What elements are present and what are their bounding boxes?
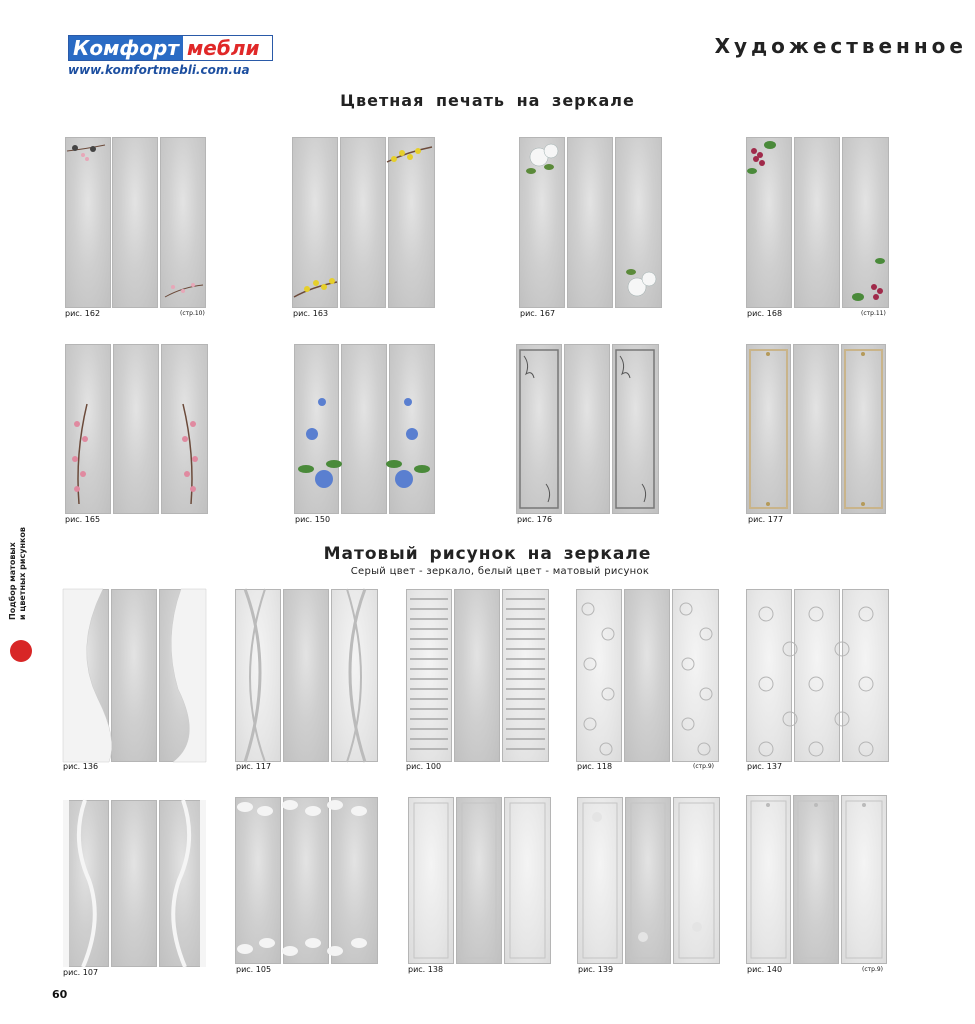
figure-panel-107[interactable] [63, 800, 206, 967]
figure-panel-165[interactable] [65, 344, 208, 514]
door-right [388, 137, 435, 308]
door-left [63, 589, 109, 762]
door-middle [113, 344, 159, 514]
figure-label: рис. 176 [517, 515, 553, 524]
sidebar-caption-line2: и цветных рисунков [18, 527, 27, 620]
page-reference[interactable]: (стр.11) [861, 310, 886, 317]
section-title-color-print: Цветная печать на зеркале [340, 91, 635, 110]
figure-label: рис. 163 [293, 309, 329, 318]
door-middle [340, 137, 386, 308]
figure-panel-118[interactable] [576, 589, 719, 762]
figure-panel-140[interactable] [746, 795, 887, 964]
page-reference[interactable]: (стр.9) [862, 966, 884, 973]
figure-label: рис. 162 [65, 309, 101, 318]
door-right [841, 344, 886, 514]
door-left [746, 795, 791, 964]
door-left [65, 137, 111, 308]
door-right [842, 137, 889, 308]
figure-label: рис. 105 [236, 965, 272, 974]
page-reference[interactable]: (стр.9) [693, 763, 715, 770]
door-left [294, 344, 339, 514]
figure-panel-117[interactable] [235, 589, 378, 762]
logo-left-text: Комфорт [69, 36, 183, 60]
figure-label: рис. 139 [578, 965, 614, 974]
figure-panel-139[interactable] [577, 797, 720, 964]
door-middle [112, 137, 158, 308]
door-middle [111, 800, 157, 967]
figure-label: рис. 165 [65, 515, 101, 524]
figure-panel-176[interactable] [516, 344, 659, 514]
door-left [406, 589, 452, 762]
door-left [516, 344, 562, 514]
door-right [673, 797, 720, 964]
sidebar-red-dot-icon [10, 640, 32, 662]
brand-logo[interactable] [68, 35, 273, 77]
door-right [159, 800, 206, 967]
door-middle [793, 344, 839, 514]
door-middle [564, 344, 610, 514]
door-right [612, 344, 659, 514]
door-middle [625, 797, 671, 964]
door-left [576, 589, 622, 762]
door-middle [283, 589, 329, 762]
figure-label: рис. 100 [406, 762, 442, 771]
figure-label: рис. 118 [577, 762, 613, 771]
figure-panel-136[interactable] [63, 589, 206, 762]
door-right [159, 589, 206, 762]
figure-panel-138[interactable] [408, 797, 551, 964]
figure-label: рис. 177 [748, 515, 784, 524]
figure-panel-100[interactable] [406, 589, 549, 762]
page-number: 60 [52, 988, 68, 1001]
page-header-title: Художественное [714, 34, 967, 58]
figure-label: рис. 150 [295, 515, 331, 524]
figure-panel-163[interactable] [292, 137, 435, 308]
page-reference[interactable]: (стр.10) [180, 310, 205, 317]
door-middle [111, 589, 157, 762]
figure-label: рис. 168 [747, 309, 783, 318]
figure-panel-168[interactable] [746, 137, 889, 308]
door-left [746, 589, 792, 762]
door-middle [456, 797, 502, 964]
door-left [746, 137, 792, 308]
figure-label: рис. 140 [747, 965, 783, 974]
figure-panel-137[interactable] [746, 589, 889, 762]
door-left [292, 137, 338, 308]
door-right [389, 344, 435, 514]
figure-label: рис. 167 [520, 309, 556, 318]
figure-label: рис. 136 [63, 762, 99, 771]
door-right [672, 589, 719, 762]
figure-panel-105[interactable] [235, 797, 378, 964]
door-right [161, 344, 208, 514]
door-right [842, 589, 889, 762]
figure-panel-150[interactable] [294, 344, 435, 514]
door-left [577, 797, 623, 964]
door-left [65, 344, 111, 514]
figure-label: рис. 137 [747, 762, 783, 771]
door-right [331, 797, 378, 964]
sidebar-caption [8, 510, 28, 620]
door-right [841, 795, 887, 964]
door-right [331, 589, 378, 762]
door-left [746, 344, 791, 514]
figure-panel-177[interactable] [746, 344, 886, 514]
door-middle [454, 589, 500, 762]
door-middle [624, 589, 670, 762]
door-middle [567, 137, 613, 308]
logo-url[interactable]: www.komfortmebli.com.ua [68, 63, 250, 77]
door-left [408, 797, 454, 964]
section-title-matte: Матовый рисунок на зеркале [323, 544, 652, 564]
sidebar-caption-line1: Подбор матовых [8, 542, 17, 620]
logo-right-text: мебли [183, 36, 264, 60]
figure-label: рис. 117 [236, 762, 272, 771]
door-middle [283, 797, 329, 964]
door-left [235, 589, 281, 762]
door-middle [794, 137, 840, 308]
door-left [235, 797, 281, 964]
door-left [519, 137, 565, 308]
door-right [160, 137, 206, 308]
door-middle [341, 344, 387, 514]
figure-panel-162[interactable] [65, 137, 206, 308]
door-middle [794, 589, 840, 762]
section-subtitle-matte: Серый цвет - зеркало, белый цвет - матовый рисунок [350, 566, 650, 577]
figure-label: рис. 138 [408, 965, 444, 974]
door-right [502, 589, 549, 762]
figure-panel-167[interactable] [519, 137, 662, 308]
door-right [504, 797, 551, 964]
door-left [63, 800, 109, 967]
logo-wordmark [68, 35, 273, 61]
door-right [615, 137, 662, 308]
figure-label: рис. 107 [63, 968, 99, 977]
door-middle [793, 795, 839, 964]
